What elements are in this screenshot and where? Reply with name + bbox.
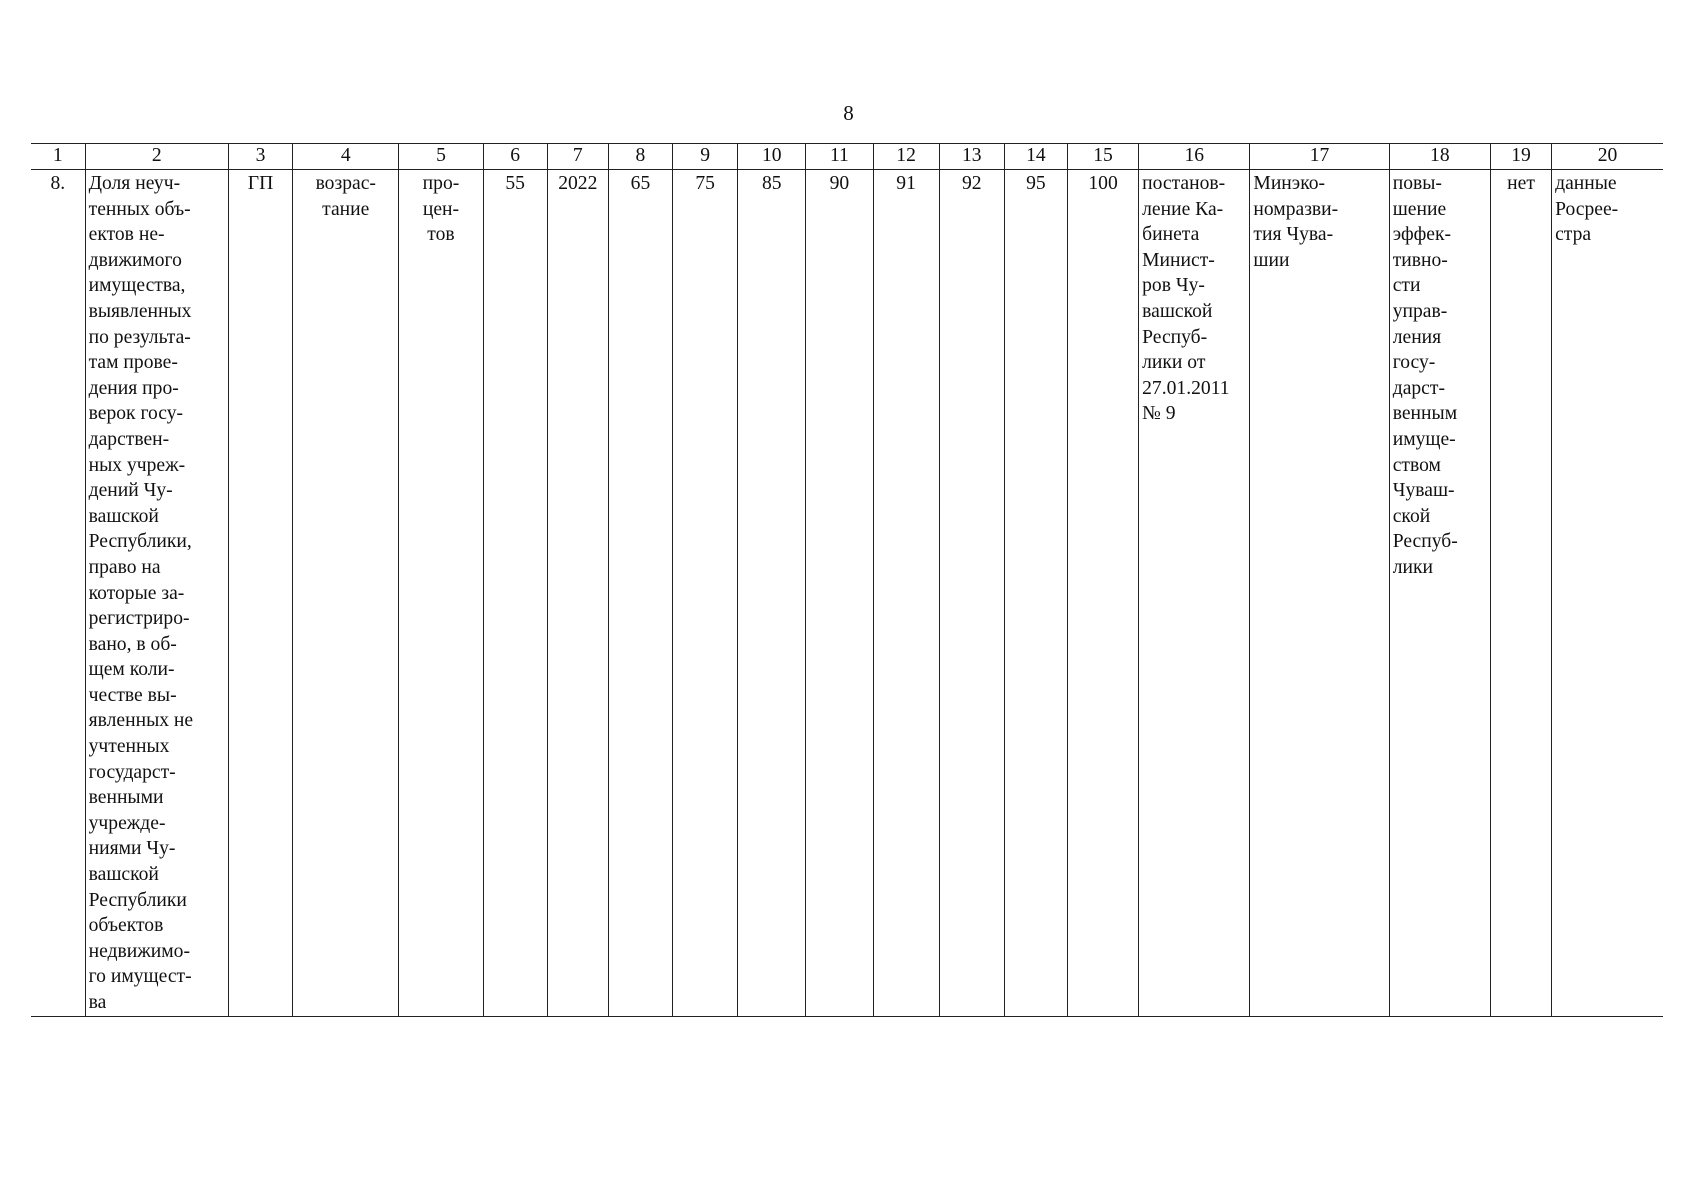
indicator-table xyxy=(31,143,1663,1017)
text-line: ров Чу- xyxy=(1142,275,1205,297)
column-number-row xyxy=(31,144,1663,170)
text-line: шии xyxy=(1253,249,1290,271)
text-line: цен- xyxy=(422,198,460,220)
text-line: там прове- xyxy=(88,352,178,374)
trend-cell xyxy=(293,170,399,1017)
text-line: вано, в об- xyxy=(88,633,177,655)
column-number-header: 15 xyxy=(1067,144,1138,170)
column-number-header: 9 xyxy=(673,144,738,170)
text-line: дений Чу- xyxy=(88,480,173,502)
responsible-cell xyxy=(1250,170,1389,1017)
text-line: по результа- xyxy=(88,326,191,348)
value-cell: 75 xyxy=(673,170,738,1017)
text-line: верок госу- xyxy=(88,403,184,425)
text-line: государст- xyxy=(88,761,176,783)
column-number-header: 14 xyxy=(1004,144,1067,170)
text-line: Респуб- xyxy=(1142,326,1208,348)
text-line: го имущест- xyxy=(88,966,192,988)
text-line: сти xyxy=(1392,275,1421,297)
text-line: ных учреж- xyxy=(88,454,186,476)
column-number-header: 5 xyxy=(399,144,483,170)
text-line: регистриро- xyxy=(88,608,190,630)
value-cell: 90 xyxy=(806,170,873,1017)
text-line: ниями Чу- xyxy=(88,838,176,860)
column-number-header: 8 xyxy=(608,144,672,170)
column-number-header: 4 xyxy=(293,144,399,170)
indicator-name-cell xyxy=(85,170,228,1017)
text-line: явленных не xyxy=(88,710,194,732)
text-line: дарствен- xyxy=(88,428,170,450)
text-line: тия Чува- xyxy=(1253,224,1334,246)
program-cell: ГП xyxy=(228,170,292,1017)
unit-cell xyxy=(399,170,483,1017)
column-number-header: 3 xyxy=(228,144,292,170)
goal-cell xyxy=(1389,170,1490,1017)
value-cell: 95 xyxy=(1004,170,1067,1017)
text-line: учрежде- xyxy=(88,812,166,834)
base-year-cell: 2022 xyxy=(547,170,608,1017)
column-number-header: 16 xyxy=(1139,144,1250,170)
column-number-header: 19 xyxy=(1490,144,1551,170)
text-line: № 9 xyxy=(1142,403,1176,425)
text-line: движимого xyxy=(88,249,182,271)
column-number-header: 17 xyxy=(1250,144,1389,170)
text-line: дения про- xyxy=(88,377,179,399)
text-line: шение xyxy=(1392,198,1447,220)
text-line: лики от xyxy=(1142,352,1206,374)
text-line: постанов- xyxy=(1142,173,1226,194)
text-line: Респуб- xyxy=(1392,531,1458,553)
text-line: недвижимо- xyxy=(88,940,190,962)
value-cell: 100 xyxy=(1067,170,1138,1017)
value-cell: 92 xyxy=(939,170,1004,1017)
column-number-header: 1 xyxy=(31,144,85,170)
text-line: тов xyxy=(427,224,455,246)
text-line: управ- xyxy=(1392,300,1448,322)
column-number-header: 11 xyxy=(806,144,873,170)
text-line: Минист- xyxy=(1142,249,1215,271)
text-line: которые за- xyxy=(88,582,185,604)
column-number-header: 12 xyxy=(873,144,939,170)
text-line: ления xyxy=(1392,326,1442,348)
text-line: вашской xyxy=(88,864,159,886)
page-number: 8 xyxy=(843,101,854,125)
text-line: вашской xyxy=(1142,300,1213,322)
column-number-header: 6 xyxy=(483,144,547,170)
text-line: тенных объ- xyxy=(88,198,191,220)
text-line: возрас- xyxy=(315,173,376,194)
text-line: имущества, xyxy=(88,275,186,297)
text-line: ва xyxy=(88,992,107,1013)
text-line: Доля неуч- xyxy=(88,173,181,194)
text-line: про- xyxy=(422,173,460,194)
text-line: вашской xyxy=(88,505,159,527)
text-line: повы- xyxy=(1392,173,1442,194)
column-number-header: 2 xyxy=(85,144,228,170)
text-line: право на xyxy=(88,556,161,578)
text-line: 27.01.2011 xyxy=(1142,377,1230,399)
source-cell xyxy=(1552,170,1663,1017)
text-line: данные xyxy=(1555,173,1617,194)
text-line: ской xyxy=(1392,505,1431,527)
text-line: венными xyxy=(88,787,164,809)
text-line: Росрее- xyxy=(1555,198,1619,220)
text-line: Чуваш- xyxy=(1392,480,1455,502)
text-line: выявленных xyxy=(88,300,192,322)
text-line: честве вы- xyxy=(88,684,177,706)
text-line: Минэко- xyxy=(1253,173,1326,194)
table-row xyxy=(31,170,1663,1017)
column-number-header: 18 xyxy=(1389,144,1490,170)
text-line: учтенных xyxy=(88,736,170,758)
text-line: Республики xyxy=(88,889,187,911)
text-line: тивно- xyxy=(1392,249,1448,271)
row-number-cell: 8. xyxy=(31,170,85,1017)
text-line: Республики, xyxy=(88,531,192,553)
text-line: тание xyxy=(322,198,370,220)
value-cell: 65 xyxy=(608,170,672,1017)
text-line: номразви- xyxy=(1253,198,1339,220)
value-cell: 85 xyxy=(738,170,806,1017)
text-line: щем коли- xyxy=(88,659,175,681)
base-value-cell: 55 xyxy=(483,170,547,1017)
column-number-header: 7 xyxy=(547,144,608,170)
text-line: стра xyxy=(1555,224,1592,246)
document-cell xyxy=(1139,170,1250,1017)
column-number-header: 20 xyxy=(1552,144,1663,170)
text-line: эффек- xyxy=(1392,224,1452,246)
text-line: венным xyxy=(1392,403,1458,425)
value-cell: 91 xyxy=(873,170,939,1017)
text-line: ление Ка- xyxy=(1142,198,1224,220)
text-line: объектов xyxy=(88,915,164,937)
column-number-header: 13 xyxy=(939,144,1004,170)
text-line: имуще- xyxy=(1392,428,1456,450)
column-number-header: 10 xyxy=(738,144,806,170)
col19-cell: нет xyxy=(1490,170,1551,1017)
text-line: бинета xyxy=(1142,224,1200,246)
text-line: дарст- xyxy=(1392,377,1445,399)
text-line: госу- xyxy=(1392,352,1436,374)
text-line: ектов не- xyxy=(88,224,165,246)
text-line: ством xyxy=(1392,454,1441,476)
text-line: лики xyxy=(1392,556,1433,578)
